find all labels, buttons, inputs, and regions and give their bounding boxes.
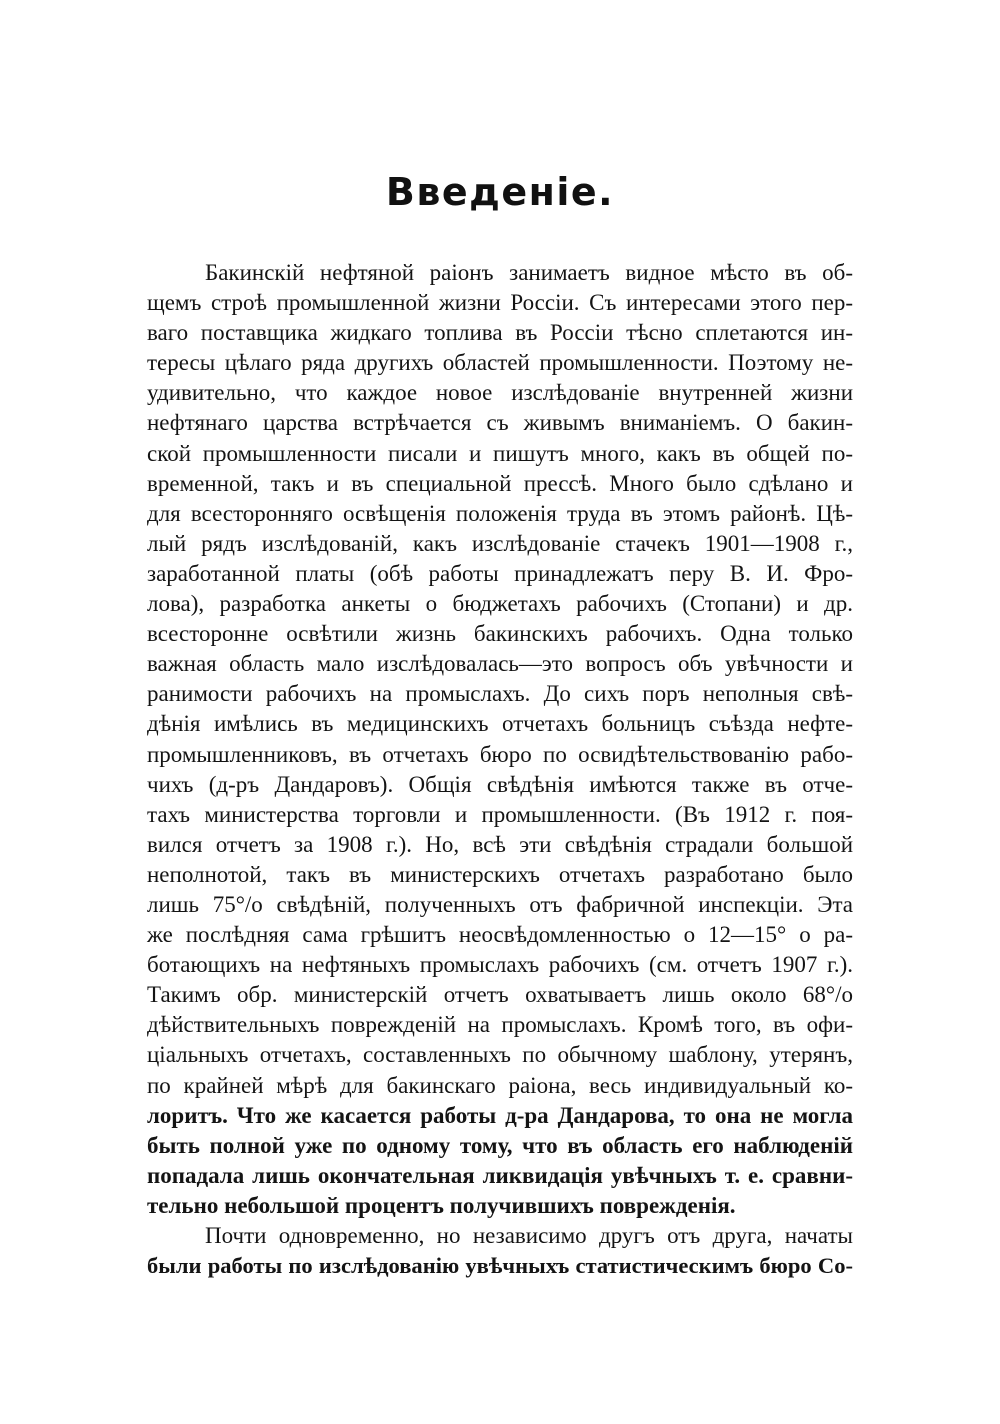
text-line: ранимости рабочихъ на промыслахъ. До сихъ поръ неполныя свѣ- — [147, 681, 853, 707]
text-line: ботающихъ на нефтяныхъ промыслахъ рабочихъ (см. отчетъ 1907 г.). — [147, 952, 853, 978]
text-line: тахъ министерства торговли и промышленности. (Въ 1912 г. поя- — [147, 801, 853, 827]
text-line: временной, такъ и въ специальной прессѣ. Много было сдѣлано и — [147, 470, 853, 496]
text-line: ваго поставщика жидкаго топлива въ Россіи тѣсно сплетаются ин- — [147, 320, 853, 346]
text-line: чихъ (д-ръ Дандаровъ). Общія свѣдѣнія имѣются также въ отче- — [147, 771, 853, 797]
text-line: дѣнія имѣлись въ медицинскихъ отчетахъ больницъ съѣзда нефте- — [147, 711, 853, 737]
text-line: заработанной платы (обѣ работы принадлежатъ перу В. И. Фро- — [147, 560, 853, 586]
body-text — [147, 258, 853, 1281]
text-line: щемъ строѣ промышленной жизни Россіи. Съ интересами этого пер- — [147, 290, 853, 316]
text-line: были работы по изслѣдованію увѣчныхъ статистическимъ бюро Со- — [147, 1253, 853, 1279]
text-line: для всесторонняго освѣщенія положенія труда въ этомъ районѣ. Цѣ- — [147, 500, 853, 526]
text-line: нефтянаго царства встрѣчается съ живымъ вниманіемъ. О бакин- — [147, 410, 853, 436]
text-line: важная область мало изслѣдовалась—это вопросъ объ увѣчности и — [147, 651, 853, 677]
text-line: всесторонне освѣтили жизнь бакинскихъ рабочихъ. Одна только — [147, 621, 853, 647]
text-line: тересы цѣлаго ряда другихъ областей промышленности. Поэтому не- — [147, 350, 853, 376]
text-line: же послѣдняя сама грѣшитъ неосвѣдомленностью о 12—15° о ра- — [147, 922, 853, 948]
text-line: по крайней мѣрѣ для бакинскаго раіона, весь индивидуальный ко- — [147, 1072, 853, 1098]
text-line: Такимъ обр. министерскій отчетъ охватываетъ лишь около 68°/о — [147, 982, 853, 1008]
paragraph-2 — [147, 1221, 853, 1281]
text-line: лишь 75°/о свѣдѣній, полученныхъ отъ фабричной инспекціи. Эта — [147, 891, 853, 917]
text-line: удивительно, что каждое новое изслѣдованіе внутренней жизни — [147, 380, 853, 406]
text-line: тельно небольшой процентъ получившихъ поврежденія. — [147, 1192, 736, 1218]
paragraph-1 — [147, 258, 853, 1221]
text-line: Почти одновременно, но независимо другъ отъ друга, начаты — [205, 1223, 853, 1248]
chapter-title: Введеніе. — [385, 170, 615, 214]
text-line: лоритъ. Что же касается работы д-ра Дандарова, то она не могла — [147, 1102, 853, 1128]
text-line: вился отчетъ за 1908 г.). Но, всѣ эти свѣдѣнія страдали большой — [147, 831, 853, 857]
text-line: ской промышленности писали и пишутъ много, какъ въ общей по- — [147, 440, 853, 466]
text-line: лова), разработка анкеты о бюджетахъ рабочихъ (Стопани) и др. — [147, 591, 853, 617]
text-line: неполнотой, такъ въ министерскихъ отчетахъ разработано было — [147, 861, 853, 887]
text-line: дѣйствительныхъ поврежденій на промыслахъ. Кромѣ того, въ офи- — [147, 1012, 853, 1038]
text-line: ціальныхъ отчетахъ, составленныхъ по обычному шаблону, утерянъ, — [147, 1042, 853, 1068]
text-line: быть полной уже по одному тому, что въ область его наблюденій — [147, 1132, 853, 1158]
text-line: Бакинскій нефтяной раіонъ занимаетъ видное мѣсто въ об- — [205, 260, 853, 285]
text-line: лый рядъ изслѣдованій, какъ изслѣдованіе стачекъ 1901—1908 г., — [147, 530, 853, 556]
text-line: попадала лишь окончательная ликвидація увѣчныхъ т. е. сравни- — [147, 1162, 853, 1188]
text-line: промышленниковъ, въ отчетахъ бюро по освидѣтельствованію рабо- — [147, 741, 853, 767]
